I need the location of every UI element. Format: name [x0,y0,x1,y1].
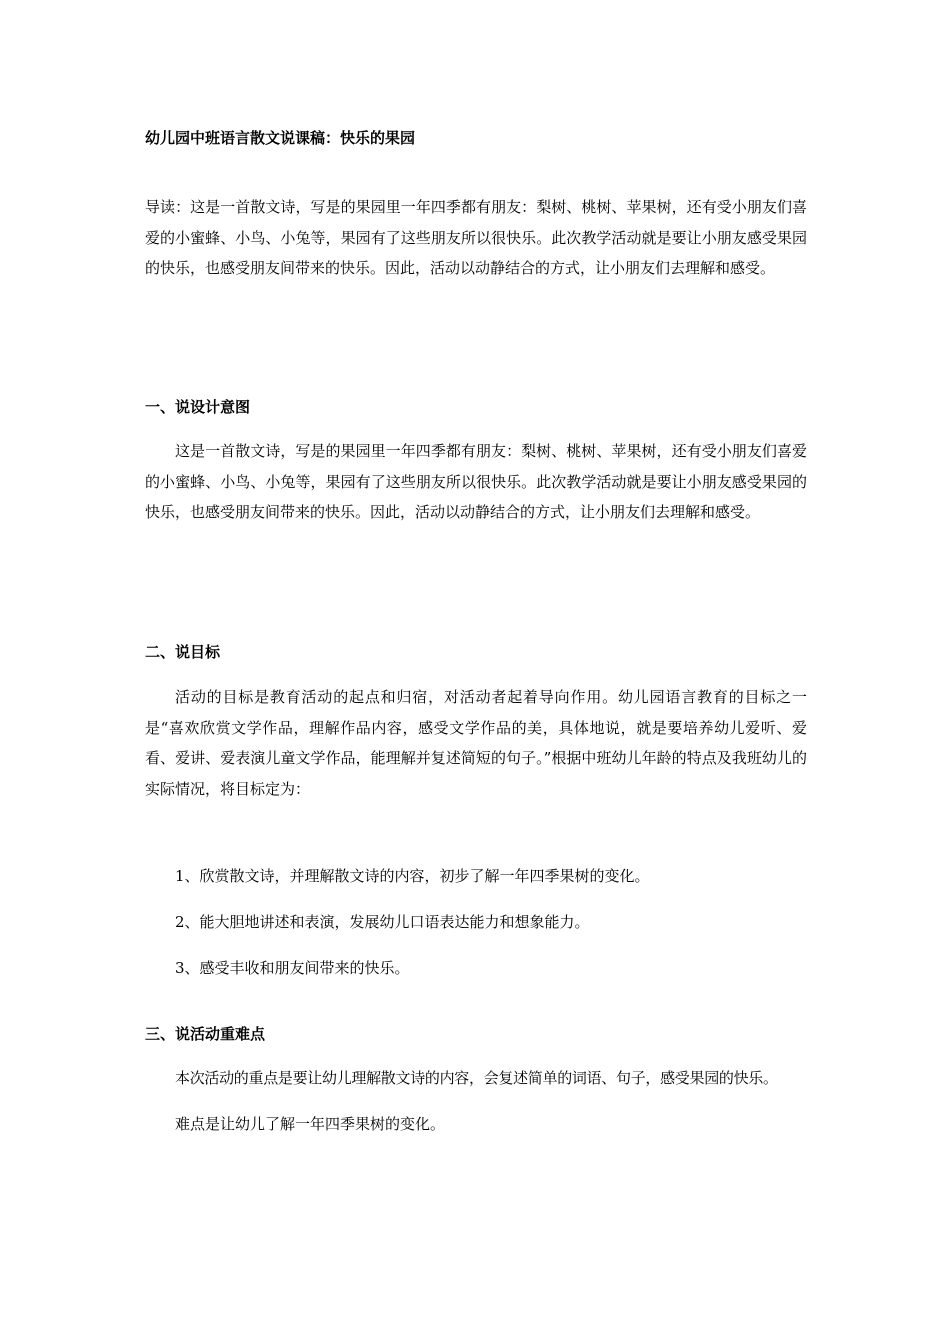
intro-paragraph: 导读：这是一首散文诗，写是的果园里一年四季都有朋友：梨树、桃树、苹果树，还有受小朋友们喜爱的小蜜蜂、小鸟、小兔等，果园有了这些朋友所以很快乐。此次教学活动就是要让小朋友感受果园的快乐，也感受朋友间带来的快乐。因此，活动以动静结合的方式，让小朋友们去理解和感受。 [145,198,807,277]
key-point-line: 本次活动的重点是要让幼儿理解散文诗的内容，会复述简单的词语、句子，感受果园的快乐。 [175,1069,778,1087]
goal-item-1: 1、欣赏散文诗，并理解散文诗的内容，初步了解一年四季果树的变化。 [175,867,650,885]
goal-item-3: 3、感受丰收和朋友间带来的快乐。 [175,959,410,977]
section-heading-key-points: 三、说活动重难点 [145,1025,266,1043]
section-heading-goals: 二、说目标 [145,643,221,661]
goals-paragraph: 活动的目标是教育活动的起点和归宿，对活动者起着导向作用。幼儿园语言教育的目标之一是“喜欢欣赏文学作品，理解作品内容，感受文学作品的美，具体地说，就是要培养幼儿爱听、爱看、爱讲、爱表演儿童文学作品，能理解并复述简短的句子。”根据中班幼儿年龄的特点及我班幼儿的实际情况，将目标定为： [145,688,807,798]
goal-item-2: 2、能大胆地讲述和表演，发展幼儿口语表达能力和想象能力。 [175,913,590,931]
design-intent-paragraph: 这是一首散文诗，写是的果园里一年四季都有朋友：梨树、桃树、苹果树，还有受小朋友们喜爱的小蜜蜂、小鸟、小兔等，果园有了这些朋友所以很快乐。此次教学活动就是要让小朋友感受果园的快乐，也感受朋友间带来的快乐。因此，活动以动静结合的方式，让小朋友们去理解和感受。 [145,442,807,521]
section-heading-design-intent: 一、说设计意图 [145,398,251,416]
document-title: 幼儿园中班语言散文说课稿：快乐的果园 [145,129,416,147]
difficulty-line: 难点是让幼儿了解一年四季果树的变化。 [175,1115,446,1133]
